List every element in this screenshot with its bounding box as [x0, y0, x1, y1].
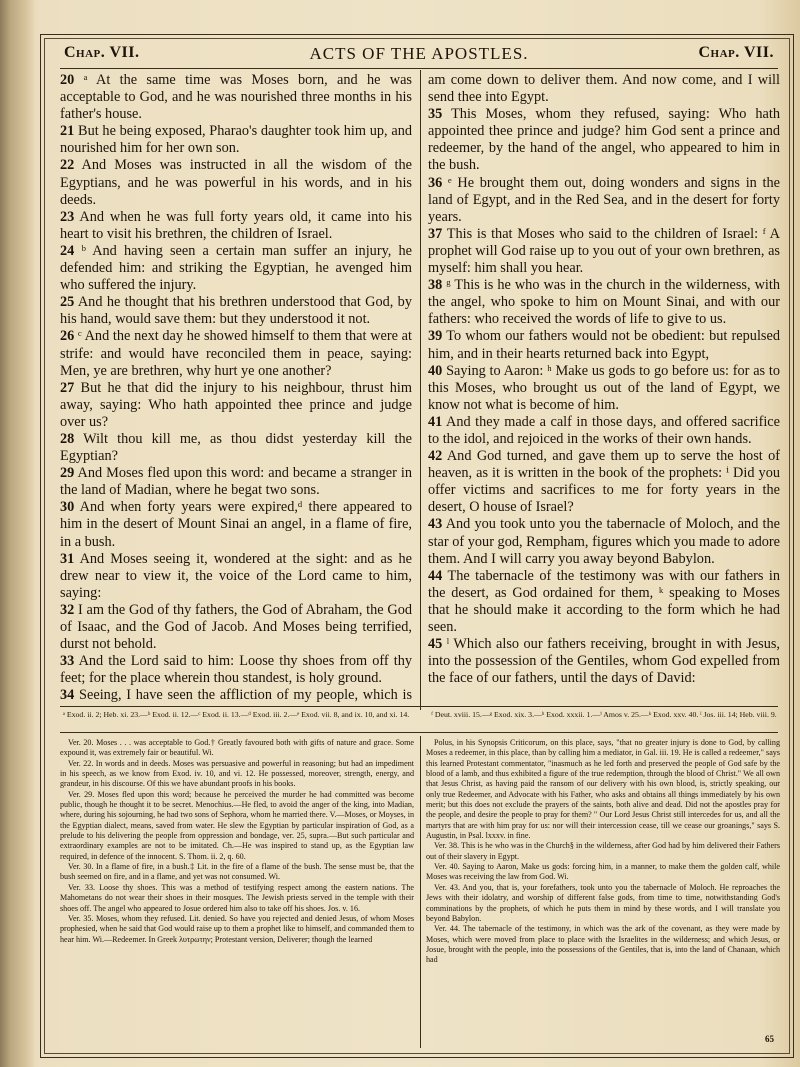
- verse-text: am come down to deliver them. And now come, and I will send thee into Egypt.: [428, 72, 780, 106]
- verse-text: And they made a calf in those days, and offered sacrifice to the idol, and rejoiced in the works of their own hands.: [428, 413, 780, 447]
- verse: [428, 226, 780, 277]
- verse-number: 27: [60, 379, 75, 396]
- verse: [60, 72, 412, 123]
- verse-text: ᵍ This is he who was in the church in the wilderness, with the angel, who spoke to him on Mount Sinai, and with our fathers: who received the words of life to give to us.: [428, 277, 780, 328]
- verse: [60, 157, 412, 208]
- verse: [428, 414, 780, 448]
- verse-number: 30: [60, 499, 75, 516]
- verse-number: 25: [60, 294, 75, 311]
- commentary-note: Polus, in his Synopsis Criticorum, on this place, says, "that no greater injury is done to God, by calling Moses a redeemer, in this place, than by calling him a mediator, in Gal. iii. 19. He is called a redeemer," says this learned Protestant commentator, "inasmuch as he led forth and preserved the people of God safe by the blood of a lamb, and thus exhibited a figure of the true redemption, through the blood of Christ." We all own that Jesus Christ, as having paid the ransom of our delivery with his own blood, is, strictly speaking, our only true Redeemer, and Advocate with his Father, who asks and obtains all things immediately by his own merit; but this does not exclude the prayers of the saints, both alive and dead. Did not the apostles pray for the people, and desire the people to pray for them? " Our Lord Jesus Christ still intercedes for us, and all the martyrs that are with him pray for us: nor will their intercession cease, till we cease our groanings," says S. Augustin, in Psal. lxxxv. in fine.: [426, 738, 780, 841]
- commentary-note: Ver. 33. Loose thy shoes. This was a method of testifying respect among the eastern nations. The Mahometans do not wear their shoes in their mosques. The Jewish priests served in the temple with their shoes off. The angel who appeared to Josue ordered him also to take off his shoes. Jos. v. 16.: [60, 882, 414, 913]
- verse-number: 29: [60, 465, 75, 482]
- verse: [60, 465, 412, 499]
- page-binding-shadow: [0, 0, 34, 1067]
- verse-text: And Moses was instructed in all the wisdom of the Egyptians, and he was powerful in his words, and in his deeds.: [60, 157, 412, 208]
- verse-number: 39: [428, 328, 443, 345]
- commentary-note: Ver. 44. The tabernacle of the testimony, in which was the ark of the covenant, as they were made by Moses, which were moved from place to place with the Israelites in the wilderness; and which Jesus, or Josue, brought with the people, into the possessions of the Gentiles, that is, into the land of Chanaan, which had: [426, 924, 780, 965]
- verse-number: 28: [60, 430, 75, 447]
- verse-text: And Moses seeing it, wondered at the sight: and as he drew near to view it, the voice of the Lord came to him, saying:: [60, 550, 412, 601]
- scripture-column-right: [428, 72, 780, 704]
- commentary-note: Ver. 35. Moses, whom they refused. Lit. denied. So have you rejected and denied Jesus, of whom Moses prophesied, when he said that God would raise up to them a prophet like to himself, and commanded them to hear him. Wi.—Redeemer. In Greek λυτρωτην; Protestant version, Deliverer; though the learned: [60, 913, 414, 944]
- verse-number: 43: [428, 516, 443, 533]
- verse: [60, 551, 412, 602]
- verse-text: This Moses, whom they refused, saying: Who hath appointed thee prince and judge? him God sent a prince and redeemer, by the hand of the angel, who appeared to him in the bush.: [428, 106, 780, 174]
- verse-text: ᵃ At the same time was Moses born, and he was acceptable to God, and he was nourished three months in his father's house.: [60, 72, 412, 123]
- verse-text: And Moses fled upon this word: and became a stranger in the land of Madian, where he begat two sons.: [60, 465, 412, 499]
- commentary-note: Ver. 30. In a flame of fire, in a bush.‡ Lit. in the fire of a flame of the bush. The sense must be, that the bush seemed on fire, and in a flame, and yet was not consumed. Wi.: [60, 862, 414, 882]
- verse-number: 24: [60, 242, 75, 259]
- notes-column-divider: [420, 736, 421, 1048]
- verse-number: 23: [60, 208, 75, 225]
- running-header: [60, 40, 778, 69]
- verse-text: And he thought that his brethren understood that God, by his hand, would save them: but they understood it not.: [60, 294, 412, 328]
- verse-text: And when he was full forty years old, it came into his heart to visit his brethren, the children of Israel.: [60, 208, 412, 242]
- verse: [60, 380, 412, 431]
- verse-text: And when forty years were expired,ᵈ there appeared to him in the desert of Mount Sinai an angel, in a flame of fire, in a bush.: [60, 499, 412, 550]
- verse: [60, 328, 412, 379]
- chapter-label-left: Chap. VII.: [64, 44, 140, 61]
- verse-number: 38: [428, 277, 443, 294]
- commentary-column-left: [60, 738, 414, 1044]
- verse-number: 31: [60, 550, 75, 567]
- verse-number: 21: [60, 123, 75, 140]
- chapter-label-right: Chap. VII.: [698, 44, 774, 61]
- commentary-note: Ver. 20. Moses . . . was acceptable to God.† Greatly favoured both with gifts of nature and grace. Some expound it, was extremely fair or beautiful. Wi.: [60, 738, 414, 758]
- verse: [60, 499, 412, 550]
- verse-text: ᵉ He brought them out, doing wonders and signs in the land of Egypt, and in the Red Sea, and in the desert for forty years.: [428, 174, 780, 225]
- commentary-note: Ver. 40. Saying to Aaron, Make us gods: forcing him, in a manner, to make them the golden calf, while Moses was receiving the law from God. Wi.: [426, 862, 780, 882]
- commentary-column-right: [426, 738, 780, 1044]
- verse: [60, 243, 412, 294]
- verse-number: 26: [60, 328, 75, 345]
- verse-number: 44: [428, 567, 443, 584]
- verse: [60, 653, 412, 687]
- verse-text: The tabernacle of the testimony was with our fathers in the desert, as God ordained for them, ᵏ speaking to Moses that he should make it according to the form which he had seen.: [428, 567, 780, 635]
- verse-text: But he being exposed, Pharao's daughter took him up, and nourished him for her own son.: [60, 123, 412, 157]
- verse-number: 45: [428, 636, 443, 653]
- verse: [428, 106, 780, 174]
- verse-number: 20: [60, 72, 75, 88]
- column-divider: [420, 70, 421, 710]
- book-title: ACTS OF THE APOSTLES.: [309, 44, 529, 63]
- verse-number: 42: [428, 448, 443, 465]
- verse-text: Seeing, I have seen the affliction of my people, which is: [79, 687, 412, 704]
- commentary-note: Ver. 38. This is he who was in the Church§ in the wilderness, after God had by him delivered their Fathers out of their slavery in Egypt.: [426, 841, 780, 861]
- verse: [428, 516, 780, 567]
- verse-text: And the Lord said to him: Loose thy shoes from off thy feet; for the place wherein thou standest, is holy ground.: [60, 653, 412, 687]
- verse: [428, 328, 780, 362]
- verse-number: 36: [428, 174, 443, 191]
- verse-number: 33: [60, 653, 75, 670]
- verse: [428, 363, 780, 414]
- references-divider: [60, 706, 778, 707]
- verse-text: And God turned, and gave them up to serve the host of heaven, as it is written in the book of the prophets: ⁱ Did you offer victims and sacrifices to me for forty years in the desert, O house of Israel?: [428, 448, 780, 516]
- commentary-note: Ver. 22. In words and in deeds. Moses was persuasive and powerful in reasoning; but had an impediment in his speech, as we know from Exod. iv. 10, and vi. 12. He possessed, moreover, strength, energy, and grandeur, in his discourse. Of this we have abundant proofs in his books.: [60, 758, 414, 789]
- verse: [428, 568, 780, 636]
- verse: [60, 602, 412, 653]
- commentary-note: Ver. 29. Moses fled upon this word; because he perceived the murder he had committed was become public, though he thought it to be secret. Menochius.—He fled, to avoid the anger of the king, into Madian, where, during his sojourning, he had two sons of Sephora, whom he married there. V.—Moses, or Moyses, in the Egyptian dialect, means, saved from water. He slew the Egyptian by particular inspiration of God, as a prelude to his delivering the people from oppression and bondage, ver. 25, supra.—But such particular and extraordinary examples are not to be imitated. Ch.—He was inspired to stand up, as the Egyptian law required, in defence of the innocent. S. Thom. ii. 2, q. 60.: [60, 789, 414, 861]
- verse-text: ᶜ And the next day he showed himself to them that were at strife: and would have reconciled them in peace, saying: Men, ye are brethren, why hurt ye one another?: [60, 328, 412, 379]
- verse: [60, 209, 412, 243]
- verse-text: But he that did the injury to his neighbour, thrust him away, saying: Who hath appointed thee prince and judge over us?: [60, 379, 412, 430]
- verse: [60, 431, 412, 465]
- verse: [428, 175, 780, 226]
- cross-references-right: ᶠ Deut. xviii. 15.—ᵍ Exod. xix. 3.—ʰ Exod. xxxii. 1.—ⁱ Amos v. 25.—ᵏ Exod. xxv. 40. ˡ Jos. iii. 14; Heb. viii. 9.: [431, 710, 777, 719]
- verse-number: 34: [60, 687, 75, 704]
- commentary-note: Ver. 43. And you, that is, your forefathers, took unto you the tabernacle of Moloch. He reproaches the Jews with their idolatry, and worship of different false gods, from time to time, notwithstanding God's comminations by the prophets, of which he puts them in mind by these words, and I will translate you beyond Babylon.: [426, 882, 780, 923]
- verse-text: Wilt thou kill me, as thou didst yesterday kill the Egyptian?: [60, 430, 412, 465]
- verse-text: ᵇ And having seen a certain man suffer an injury, he defended him: and striking the Egyptian, he avenged him who suffered the injury.: [60, 242, 412, 294]
- verse: [428, 72, 780, 106]
- cross-references-left: ᵃ Exod. ii. 2; Heb. xi. 23.—ᵇ Exod. ii. 12.—ᶜ Exod. ii. 13.—ᵈ Exod. iii. 2.—ᵉ Exod. vii. 8, and ix. 10, and xi. 14.: [62, 710, 410, 719]
- verse-number: 37: [428, 225, 443, 242]
- verse-text: And you took unto you the tabernacle of Moloch, and the star of your god, Rempham, figures which you made to adore them. And I will carry you away beyond Babylon.: [428, 516, 780, 567]
- scripture-column-left: [60, 72, 412, 704]
- verse: [428, 636, 780, 687]
- notes-divider: [60, 732, 778, 733]
- verse-number: 22: [60, 157, 75, 174]
- verse-text: Saying to Aaron: ʰ Make us gods to go before us: for as to this Moses, who brought us out of the land of Egypt, we know not what is become of him.: [428, 362, 780, 413]
- verse-number: 35: [428, 106, 443, 123]
- verse: [60, 687, 412, 704]
- page-number: 65: [765, 1034, 774, 1044]
- verse-number: 32: [60, 601, 75, 618]
- verse: [428, 448, 780, 516]
- verse: [428, 277, 780, 328]
- verse-text: This is that Moses who said to the children of Israel: ᶠ A prophet will God raise up to you out of your own brethren, as myself: him shall you hear.: [428, 225, 780, 277]
- verse-number: 40: [428, 362, 443, 379]
- verse-text: To whom our fathers would not be obedient: but repulsed him, and in their hearts returned back into Egypt,: [428, 328, 780, 362]
- verse-text: ˡ Which also our fathers receiving, brought in with Jesus, into the possession of the Gentiles, whom God expelled from the face of our fathers, until the days of David:: [428, 636, 780, 687]
- verse: [60, 294, 412, 328]
- verse-number: 41: [428, 413, 443, 430]
- verse-text: I am the God of thy fathers, the God of Abraham, the God of Isaac, and the God of Jacob. And Moses being terrified, durst not behold.: [60, 601, 412, 653]
- verse: [60, 123, 412, 157]
